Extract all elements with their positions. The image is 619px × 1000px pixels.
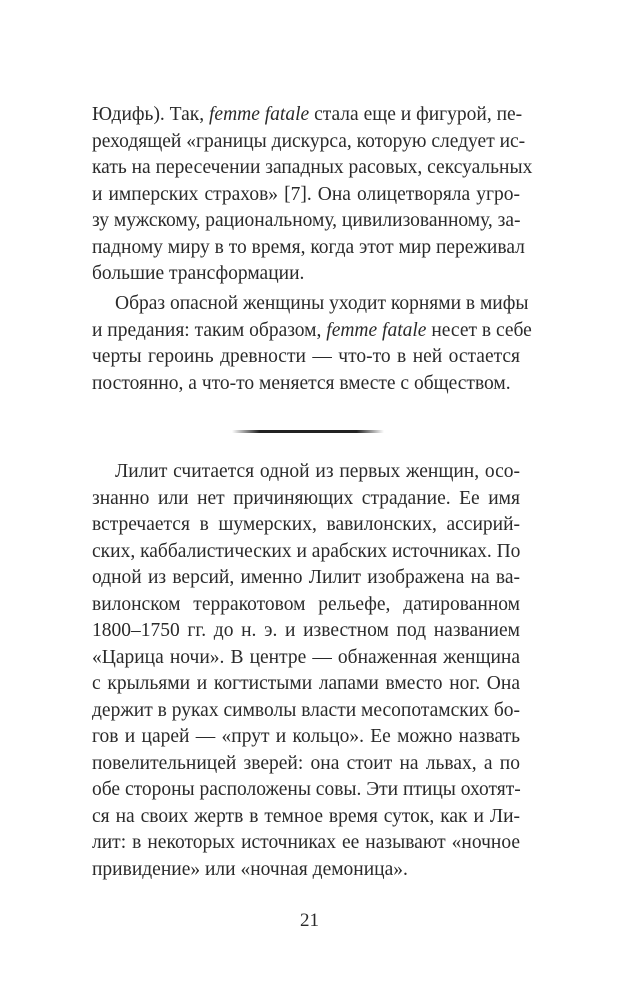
text-line: повелительницей зверей: она стоит на львах, а по (92, 752, 520, 774)
text-line: Лилит считается одной из первых женщин, осо- (115, 461, 520, 482)
text-run: Юдифь). Так, (92, 104, 205, 125)
text-line: вилонском терракотовом рельефе, датированном (92, 593, 520, 615)
text-line: обе стороны расположены совы. Эти птицы охотят- (92, 779, 521, 800)
text-line: с крыльями и когтистыми лапами вместо ног. Она (92, 673, 520, 694)
text-line: Образ опасной женщины уходит корнями в мифы (115, 293, 529, 314)
section-divider (232, 430, 384, 433)
text-line: «Царица ночи». В центре — обнаженная женщина (92, 646, 520, 668)
text-line: лит: в некоторых источниках ее называют «ночное (92, 832, 520, 853)
text-line: гов и царей — «прут и кольцо». Ее можно назвать (92, 726, 520, 747)
text-line: постоянно, а что-то меняется вместе с обществом. (92, 372, 511, 394)
text-line (92, 316, 532, 346)
text-line: ся на своих жертв в темное время суток, как и Ли- (92, 805, 520, 827)
text-line: встречается в шумерских, вавилонских, ассирий- (92, 514, 520, 535)
text-line: знанно или нет причиняющих страдание. Ее имя (92, 487, 520, 509)
text-line: 1800–1750 гг. до н. э. и известном под названием (92, 620, 520, 641)
text-line: черты героинь древности — что-то в ней остается (92, 346, 520, 367)
text-line: привидение» или «ночная демоница». (92, 858, 408, 880)
text-line: одной из версий, именно Лилит изображена на ва- (92, 567, 520, 588)
text-run: несет в себе (431, 319, 532, 341)
page-number: 21 (300, 910, 319, 931)
italic-term: femme fatale (326, 319, 427, 341)
text-line: большие трансформации. (92, 263, 305, 284)
text-line (92, 100, 523, 130)
text-line: падному миру в то время, когда этот мир переживал (92, 236, 525, 258)
text-line: кать на пересечении западных расовых, сексуальных (92, 157, 533, 178)
text-run: и предания: таким образом, (92, 319, 322, 341)
text-line: зу мужскому, рациональному, цивилизованному, за- (92, 210, 521, 231)
text-line: держит в руках символы власти месопотамских бо- (92, 699, 520, 721)
text-line: ских, каббалистических и арабских источниках. По (92, 540, 521, 562)
text-line: и имперских страхов» [7]. Она олицетворяла угро- (92, 183, 520, 205)
text-run: стала еще и фигурой, пе- (314, 104, 523, 125)
italic-term: femme fatale (209, 104, 310, 125)
text-line: реходящей «границы дискурса, которую следует ис- (92, 130, 526, 152)
